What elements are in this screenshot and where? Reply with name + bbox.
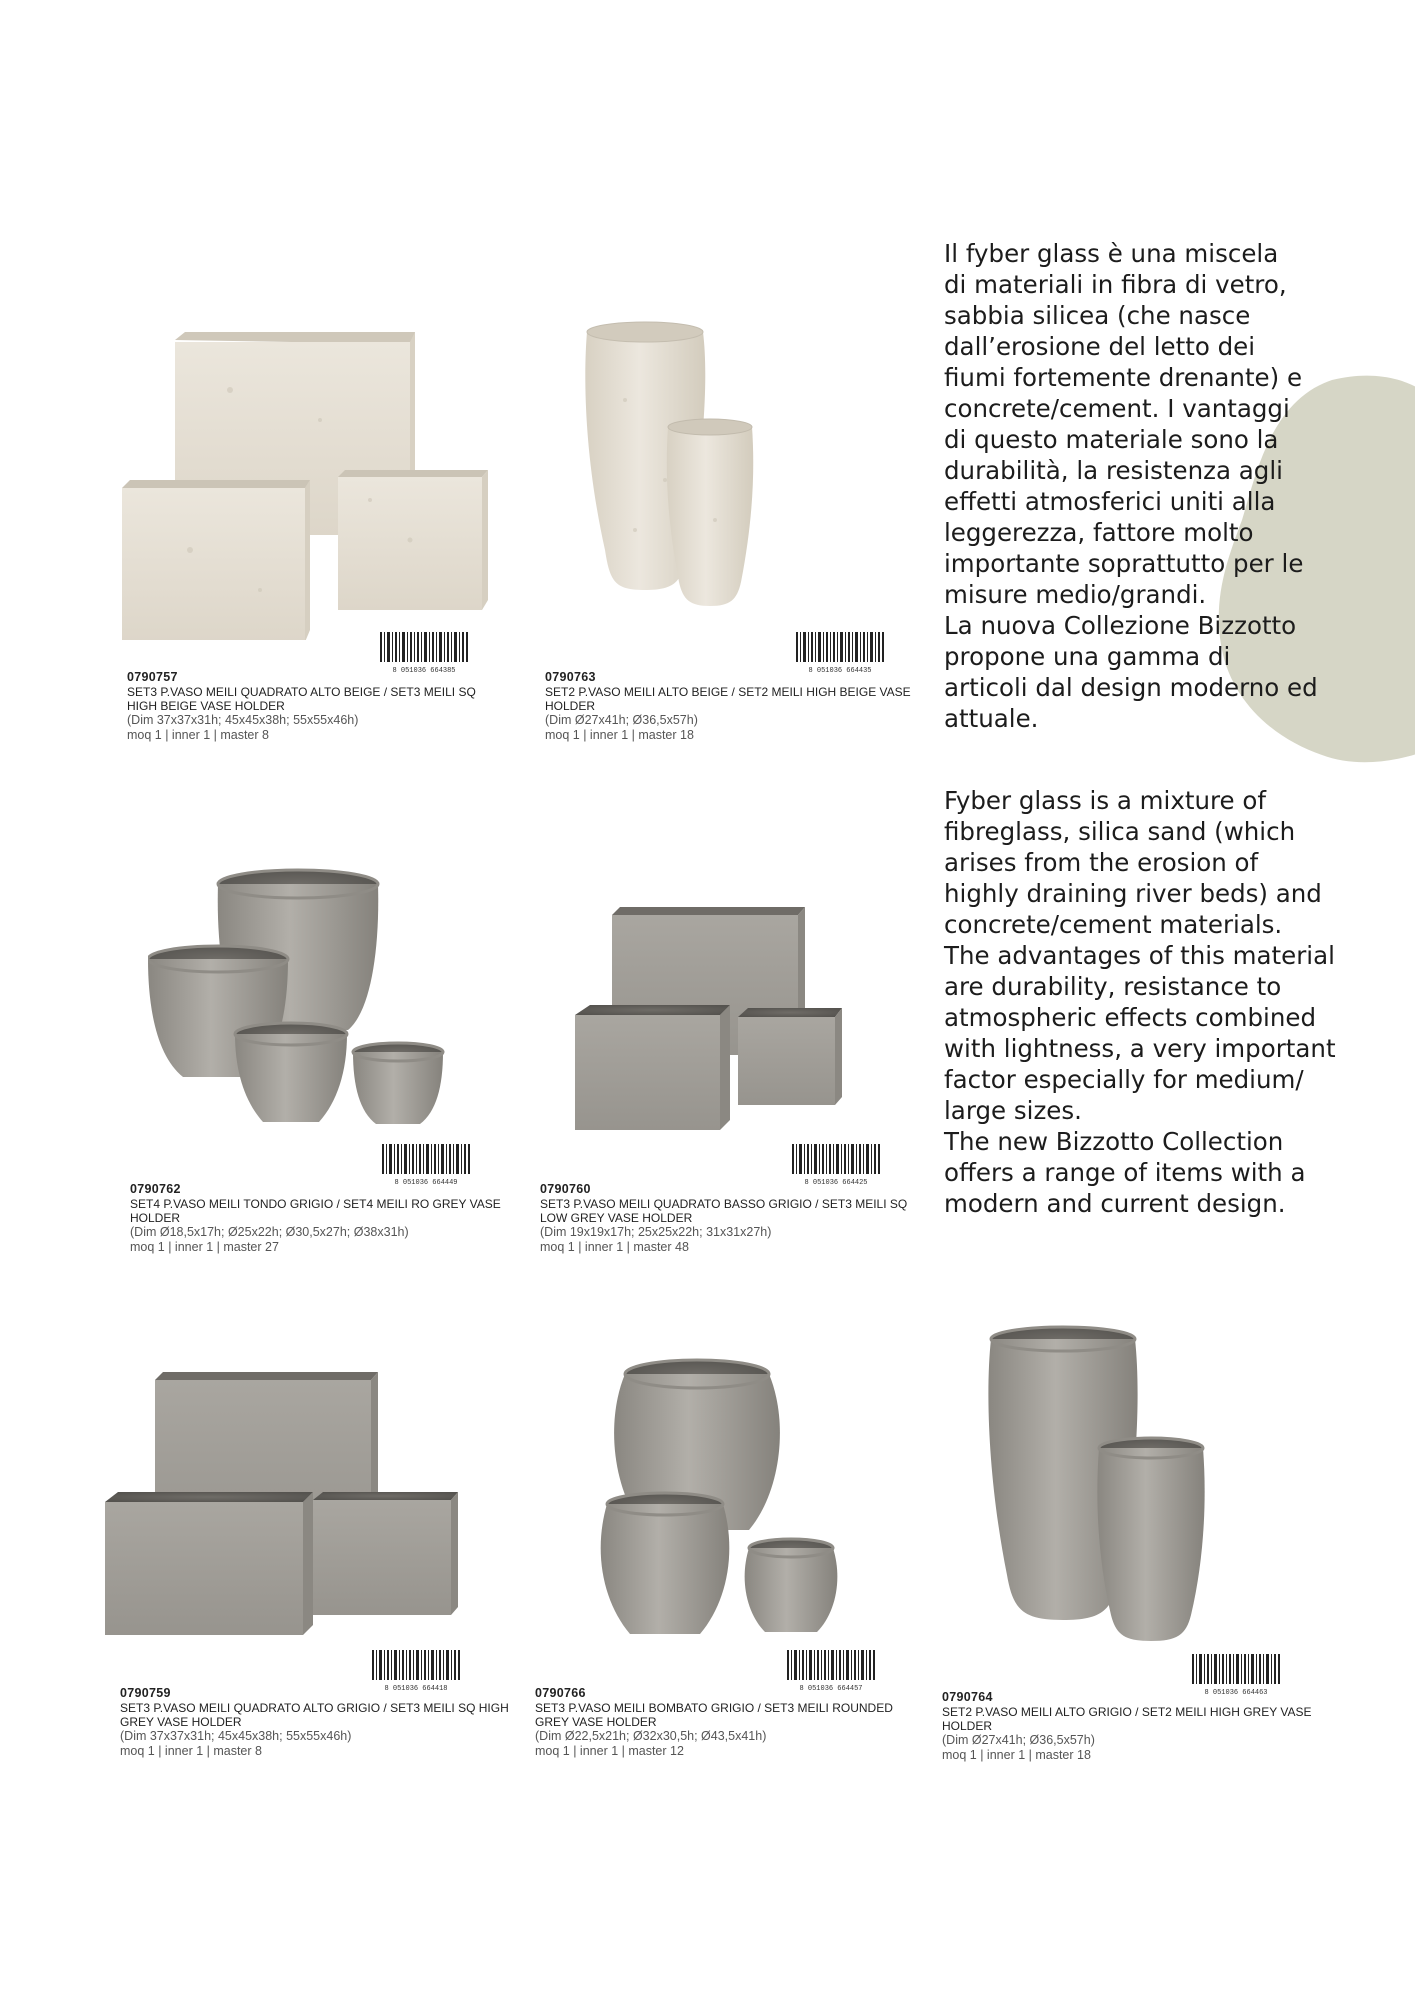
product-dimensions: (Dim 19x19x17h; 25x25x22h; 31x31x27h)	[540, 1225, 772, 1239]
product-info-0790764	[942, 1690, 1322, 1763]
barcode-number: 8 051036 664425	[804, 1179, 868, 1186]
product-dimensions: (Dim Ø18,5x17h; Ø25x22h; Ø30,5x27h; Ø38x31h)	[130, 1225, 409, 1239]
barcode-0790762	[380, 1142, 472, 1186]
product-image-0790760[interactable]	[570, 905, 845, 1135]
product-code: 0790766	[535, 1686, 586, 1700]
barcode-0790760	[790, 1142, 882, 1186]
product-image-0790757[interactable]	[110, 330, 500, 640]
product-name: SET3 P.VASO MEILI BOMBATO GRIGIO / SET3 MEILI ROUNDED GREY VASE HOLDER	[535, 1701, 893, 1729]
product-packaging: moq 1 | inner 1 | master 18	[942, 1748, 1091, 1762]
product-name: SET2 P.VASO MEILI ALTO GRIGIO / SET2 MEILI HIGH GREY VASE HOLDER	[942, 1705, 1312, 1733]
product-image-0790764[interactable]	[983, 1325, 1213, 1645]
product-code: 0790757	[127, 670, 178, 684]
barcode-0790763	[794, 630, 886, 674]
barcode-number: 8 051036 664449	[394, 1179, 458, 1186]
product-code: 0790759	[120, 1686, 171, 1700]
barcode-number: 8 051036 664435	[808, 667, 872, 674]
italian-description: Il fyber glass è una miscela di materiali in fibra di vetro, sabbia silicea (che nasce dall’erosione del letto dei fiumi fortemente drenante) e concrete/cement. I vantaggi di questo materiale sono la durabilità, la resistenza agli effetti atmosferici uniti alla leggerezza, fattore molto importante soprattutto per le misure medio/grandi. La nuova Collezione Bizzotto propone una gamma di articoli dal design moderno ed attuale.	[944, 239, 1318, 733]
product-name: SET3 P.VASO MEILI QUADRATO ALTO GRIGIO / SET3 MEILI SQ HIGH GREY VASE HOLDER	[120, 1701, 509, 1729]
product-packaging: moq 1 | inner 1 | master 18	[545, 728, 694, 742]
product-dimensions: (Dim Ø22,5x21h; Ø32x30,5h; Ø43,5x41h)	[535, 1729, 767, 1743]
product-info-0790757	[127, 670, 507, 743]
product-image-0790766[interactable]	[585, 1352, 865, 1642]
barcode-number: 8 051036 664418	[384, 1685, 448, 1692]
barcode-number: 8 051036 664457	[799, 1685, 863, 1692]
barcode-number: 8 051036 664385	[392, 667, 456, 674]
product-name: SET3 P.VASO MEILI QUADRATO ALTO BEIGE / SET3 MEILI SQ HIGH BEIGE VASE HOLDER	[127, 685, 476, 713]
product-name: SET4 P.VASO MEILI TONDO GRIGIO / SET4 MEILI RO GREY VASE HOLDER	[130, 1197, 501, 1225]
product-packaging: moq 1 | inner 1 | master 8	[127, 728, 269, 742]
product-info-0790766	[535, 1686, 905, 1759]
barcode-0790757	[378, 630, 470, 674]
product-code: 0790764	[942, 1690, 993, 1704]
product-packaging: moq 1 | inner 1 | master 27	[130, 1240, 279, 1254]
product-packaging: moq 1 | inner 1 | master 12	[535, 1744, 684, 1758]
barcode-number: 8 051036 664463	[1204, 1689, 1268, 1696]
product-info-0790760	[540, 1182, 910, 1255]
product-image-0790759[interactable]	[103, 1370, 463, 1640]
product-code: 0790763	[545, 670, 596, 684]
product-dimensions: (Dim Ø27x41h; Ø36,5x57h)	[942, 1733, 1095, 1747]
product-info-0790762	[130, 1182, 520, 1255]
product-dimensions: (Dim Ø27x41h; Ø36,5x57h)	[545, 713, 698, 727]
product-code: 0790760	[540, 1182, 591, 1196]
product-image-0790762[interactable]	[148, 862, 468, 1137]
product-name: SET2 P.VASO MEILI ALTO BEIGE / SET2 MEILI HIGH BEIGE VASE HOLDER	[545, 685, 911, 713]
product-dimensions: (Dim 37x37x31h; 45x45x38h; 55x55x46h)	[120, 1729, 352, 1743]
product-dimensions: (Dim 37x37x31h; 45x45x38h; 55x55x46h)	[127, 713, 359, 727]
product-name: SET3 P.VASO MEILI QUADRATO BASSO GRIGIO / SET3 MEILI SQ LOW GREY VASE HOLDER	[540, 1197, 908, 1225]
product-image-0790763[interactable]	[575, 320, 775, 620]
product-info-0790763	[545, 670, 915, 743]
product-packaging: moq 1 | inner 1 | master 8	[120, 1744, 262, 1758]
product-info-0790759	[120, 1686, 510, 1759]
product-code: 0790762	[130, 1182, 181, 1196]
product-packaging: moq 1 | inner 1 | master 48	[540, 1240, 689, 1254]
english-description: Fyber glass is a mixture of fibreglass, silica sand (which arises from the erosion of highly draining river beds) and concrete/cement materials. The advantages of this material are durability, resistance to atmospheric effects combined with lightness, a very important factor especially for medium/ large sizes. The new Bizzotto Collection offers a range of items with a modern and current design.	[944, 786, 1336, 1218]
